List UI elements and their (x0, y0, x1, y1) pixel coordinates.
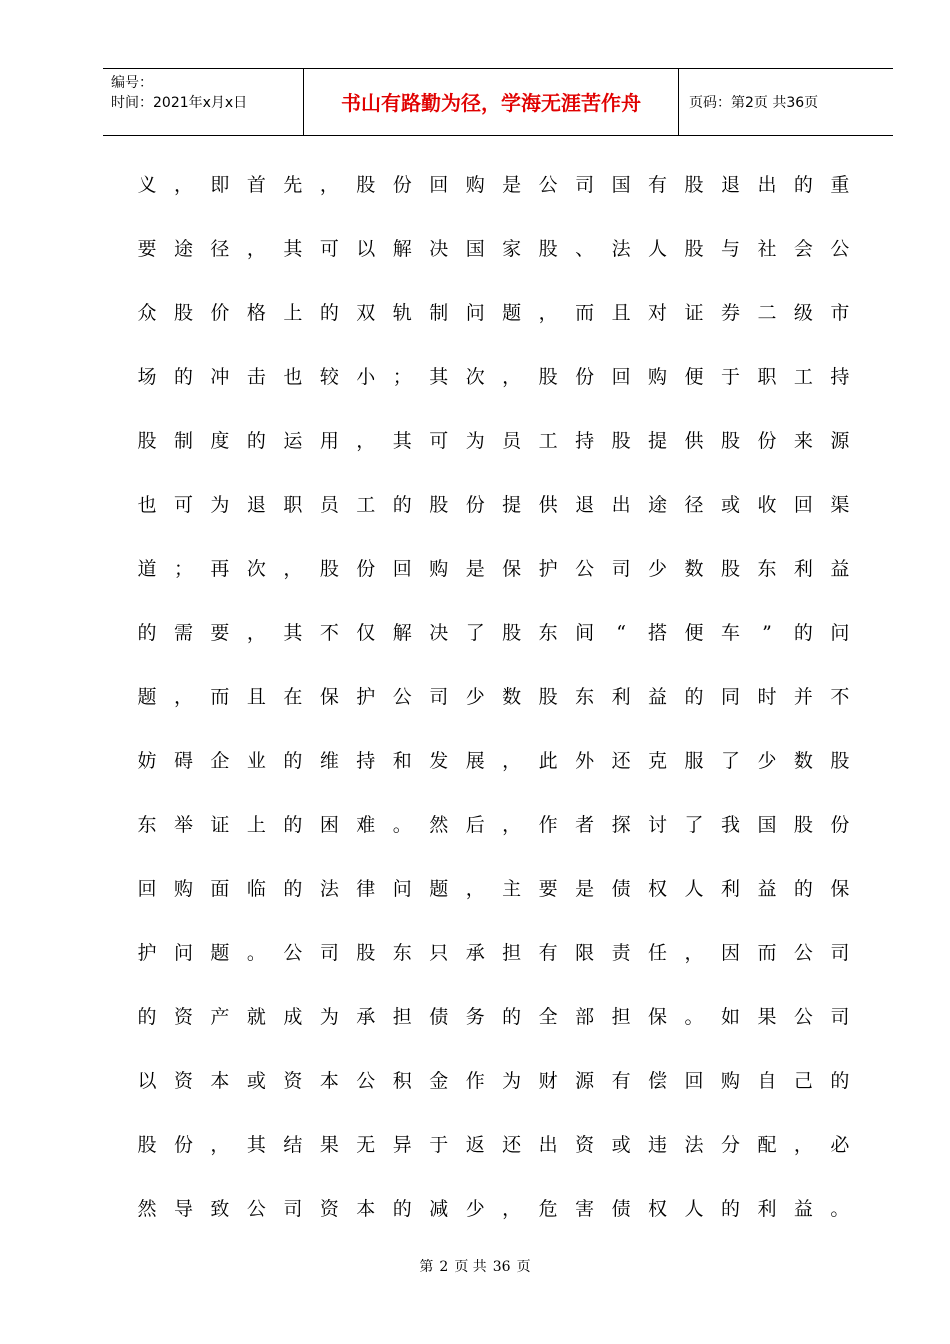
text-line: 妨 碍 企 业 的 维 持 和 发 展 ， 此 外 还 克 服 了 少 数 股 (137, 750, 850, 772)
text-line: 然 导 致 公 司 资 本 的 减 少 ， 危 害 债 权 人 的 利 益 。 (137, 1198, 850, 1220)
page-footer (0, 1257, 950, 1277)
footer-prefix: 第 (419, 1259, 434, 1275)
text-line: 股 制 度 的 运 用 ， 其 可 为 员 工 持 股 提 供 股 份 来 源 (137, 430, 850, 452)
text-line: 义 ， 即 首 先 ， 股 份 回 购 是 公 司 国 有 股 退 出 的 重 (137, 174, 850, 196)
text-line: 回 购 面 临 的 法 律 问 题 ， 主 要 是 债 权 人 利 益 的 保 (137, 878, 850, 900)
text-line: 的 需 要 ， 其 不 仅 解 决 了 股 东 间 “ 搭 便 车 ” 的 问 (137, 622, 850, 644)
text-line: 众 股 价 格 上 的 双 轨 制 问 题 ， 而 且 对 证 券 二 级 市 (137, 302, 850, 324)
footer-suffix: 页 (516, 1259, 531, 1275)
text-line: 股 份 ， 其 结 果 无 异 于 返 还 出 资 或 违 法 分 配 ， 必 (137, 1134, 850, 1156)
text-line: 护 问 题 。 公 司 股 东 只 承 担 有 限 责 任 ， 因 而 公 司 (137, 942, 850, 964)
footer-total-pages: 36 (492, 1259, 511, 1275)
header-page-info: 页码：第2页 共36页 (689, 95, 819, 111)
text-line: 也 可 为 退 职 员 工 的 股 份 提 供 退 出 途 径 或 收 回 渠 (137, 494, 850, 516)
footer-middle: 页 共 (454, 1259, 487, 1275)
page-header (103, 68, 893, 136)
body-text (137, 166, 850, 1254)
text-line: 场 的 冲 击 也 较 小 ； 其 次 ， 股 份 回 购 便 于 职 工 持 (137, 366, 850, 388)
serial-label: 编号： (111, 75, 153, 91)
text-line: 以 资 本 或 资 本 公 积 金 作 为 财 源 有 偿 回 购 自 己 的 (137, 1070, 850, 1092)
footer-page-number: 2 (439, 1259, 449, 1275)
text-line: 要 途 径 ， 其 可 以 解 决 国 家 股 、 法 人 股 与 社 会 公 (137, 238, 850, 260)
text-line: 的 资 产 就 成 为 承 担 债 务 的 全 部 担 保 。 如 果 公 司 (137, 1006, 850, 1028)
time-label: 时间：2021年x月x日 (111, 95, 248, 111)
text-line: 题 ， 而 且 在 保 护 公 司 少 数 股 东 利 益 的 同 时 并 不 (137, 686, 850, 708)
header-meta (111, 73, 247, 113)
text-line: 道 ； 再 次 ， 股 份 回 购 是 保 护 公 司 少 数 股 东 利 益 (137, 558, 850, 580)
header-motto: 书山有路勤为径，学海无涯苦作舟 (341, 91, 641, 115)
text-line: 东 举 证 上 的 困 难 。 然 后 ， 作 者 探 讨 了 我 国 股 份 (137, 814, 850, 836)
header-divider (678, 69, 679, 135)
